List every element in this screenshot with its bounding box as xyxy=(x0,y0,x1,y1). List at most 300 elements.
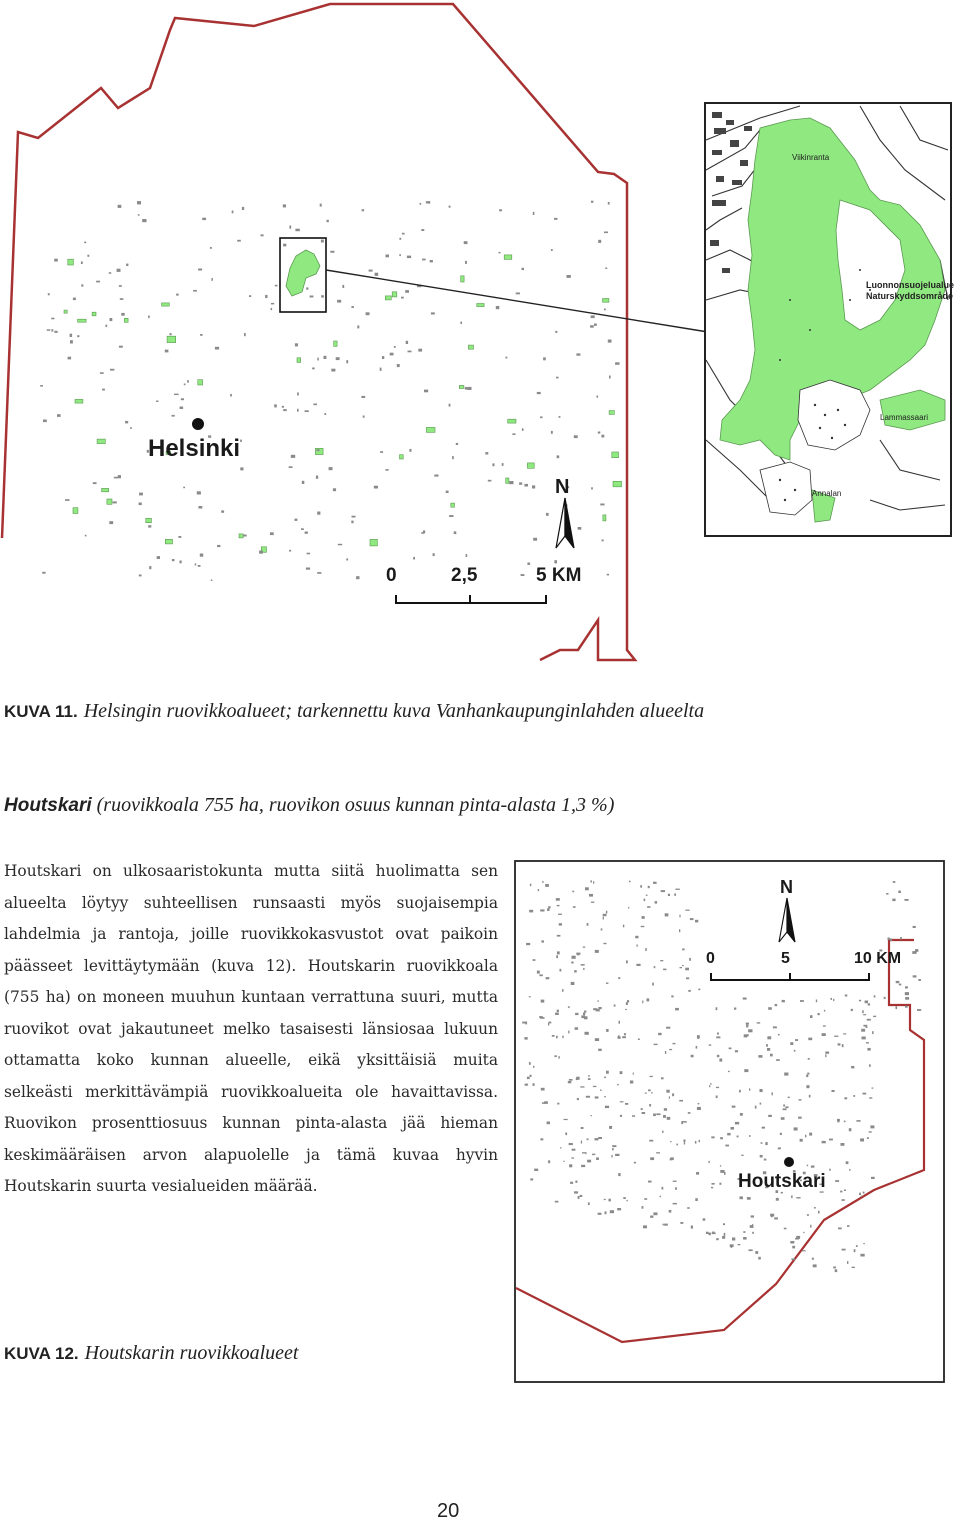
reed-mark xyxy=(541,1000,545,1003)
reed-mark xyxy=(556,955,558,958)
reed-mark xyxy=(783,1105,785,1107)
reed-mark xyxy=(798,1117,802,1119)
reed-mark xyxy=(618,1173,620,1176)
reed-mark xyxy=(825,1054,826,1057)
reed-mark xyxy=(604,1077,606,1079)
reed-mark xyxy=(124,318,128,322)
reed-mark xyxy=(835,1180,839,1182)
reed-mark xyxy=(102,488,109,491)
reed-mark xyxy=(198,269,202,271)
reed-mark xyxy=(896,981,900,983)
reed-mark xyxy=(496,306,500,309)
reed-mark xyxy=(743,998,747,1000)
reed-mark xyxy=(68,357,72,360)
reed-mark xyxy=(557,905,560,906)
reed-mark xyxy=(913,926,916,928)
reed-mark xyxy=(527,463,534,468)
reed-mark xyxy=(648,886,650,888)
reed-mark xyxy=(529,910,533,913)
reed-mark xyxy=(683,1121,687,1123)
reed-mark xyxy=(334,341,337,346)
reed-mark xyxy=(710,1083,711,1085)
reed-mark xyxy=(625,1009,627,1010)
reed-mark xyxy=(107,499,112,504)
reed-mark xyxy=(232,211,234,214)
reed-mark xyxy=(768,1115,772,1117)
reed-mark xyxy=(172,415,175,417)
reed-mark xyxy=(829,1139,833,1141)
reed-mark xyxy=(586,1096,590,1098)
reed-mark xyxy=(608,202,610,205)
reed-mark xyxy=(110,369,114,371)
reed-mark xyxy=(606,1071,609,1074)
reed-mark xyxy=(661,1077,664,1079)
reed-mark xyxy=(557,935,561,937)
reed-mark xyxy=(356,576,359,579)
reed-mark xyxy=(551,431,553,434)
reed-mark xyxy=(810,1015,813,1018)
reed-mark xyxy=(509,481,513,484)
reed-mark xyxy=(119,346,123,348)
reed-mark xyxy=(874,995,876,997)
reed-mark xyxy=(688,990,691,992)
reed-mark xyxy=(904,899,908,901)
reed-mark xyxy=(575,1013,578,1015)
reed-mark xyxy=(418,349,422,352)
reed-mark xyxy=(165,350,169,353)
reed-mark xyxy=(198,380,203,385)
reed-mark xyxy=(270,532,274,535)
reed-mark xyxy=(582,1152,585,1153)
reed-mark xyxy=(446,491,449,493)
reed-mark xyxy=(320,204,322,207)
reed-mark xyxy=(576,953,580,955)
reed-mark xyxy=(420,203,422,205)
reed-mark xyxy=(669,1096,670,1098)
reed-mark xyxy=(361,396,365,398)
reed-mark xyxy=(843,1033,846,1034)
reed-mark xyxy=(465,261,467,264)
reed-mark xyxy=(816,1000,817,1003)
reed-mark xyxy=(426,427,435,432)
reed-mark xyxy=(845,995,848,997)
reed-mark xyxy=(767,1048,770,1051)
reed-mark xyxy=(620,1115,622,1117)
reed-mark xyxy=(324,356,327,359)
reed-mark xyxy=(533,212,535,215)
reed-mark xyxy=(554,1055,556,1057)
caption-12-label: KUVA 12. xyxy=(4,1344,79,1363)
reed-mark xyxy=(120,298,124,300)
reed-mark xyxy=(589,894,593,897)
reed-mark xyxy=(562,989,563,992)
reed-mark xyxy=(847,1225,850,1227)
scale-12-label-5: 5 xyxy=(781,950,790,967)
reed-mark xyxy=(593,1086,597,1087)
reed-mark xyxy=(641,1108,643,1110)
reed-mark xyxy=(791,1258,795,1260)
reed-mark xyxy=(522,428,524,431)
reed-mark xyxy=(784,1073,788,1076)
reed-mark xyxy=(525,1022,527,1025)
reed-mark xyxy=(687,1207,690,1209)
reed-mark xyxy=(822,1141,826,1143)
reed-mark xyxy=(623,925,624,928)
reed-mark xyxy=(680,1222,683,1224)
reed-mark xyxy=(118,475,121,478)
reed-mark xyxy=(771,1215,773,1218)
reed-mark xyxy=(605,1211,607,1214)
reed-mark xyxy=(673,1043,676,1044)
reed-mark xyxy=(211,278,213,281)
reed-mark xyxy=(527,1077,530,1079)
reed-mark xyxy=(568,1031,569,1034)
reed-mark xyxy=(506,357,508,359)
houtskari-label: Houtskari xyxy=(738,1171,826,1192)
reed-mark xyxy=(583,968,584,970)
reed-mark xyxy=(485,452,488,454)
reed-mark xyxy=(552,1035,555,1037)
reed-mark xyxy=(610,1210,614,1213)
reed-mark xyxy=(310,296,314,298)
reed-mark xyxy=(632,1115,635,1117)
scale-label-0: 0 xyxy=(386,565,397,586)
reed-mark xyxy=(477,304,484,307)
reed-mark xyxy=(775,1004,778,1006)
reed-mark xyxy=(661,890,665,892)
reed-mark xyxy=(869,1131,872,1132)
reed-mark xyxy=(833,999,834,1001)
reed-mark xyxy=(744,1034,748,1037)
reed-mark xyxy=(838,1228,842,1230)
reed-mark xyxy=(746,1025,748,1028)
reed-mark xyxy=(818,1013,820,1015)
reed-mark xyxy=(139,493,143,496)
reed-mark xyxy=(636,964,640,966)
caption-12-text: Houtskarin ruovikkoalueet xyxy=(84,1342,299,1364)
reed-mark xyxy=(593,1008,597,1010)
reed-mark xyxy=(422,259,426,261)
reed-mark xyxy=(572,891,574,893)
reed-mark xyxy=(221,510,224,512)
reed-mark xyxy=(271,308,273,310)
reed-mark xyxy=(770,1054,773,1057)
reed-mark xyxy=(662,1187,664,1190)
reed-mark xyxy=(576,1078,578,1080)
reed-mark xyxy=(790,1042,793,1045)
reed-mark xyxy=(146,518,152,522)
reed-mark xyxy=(512,433,515,435)
reed-mark xyxy=(581,1165,585,1167)
reed-mark xyxy=(321,240,324,243)
reed-mark xyxy=(696,1046,698,1049)
reed-mark xyxy=(198,565,201,567)
reed-mark xyxy=(735,1050,738,1052)
inset-label-naturskyddsomrade: Naturskyddsområde xyxy=(866,291,954,301)
page-number: 20 xyxy=(437,1500,460,1522)
reed-mark xyxy=(732,1238,735,1241)
reed-mark xyxy=(623,1197,626,1199)
reed-mark xyxy=(555,1013,559,1015)
reed-mark xyxy=(613,481,622,487)
reed-mark xyxy=(675,889,679,890)
reed-mark xyxy=(100,372,104,374)
scale-12-label-10km: 10 KM xyxy=(854,950,902,967)
reed-mark xyxy=(609,376,611,379)
reed-mark xyxy=(305,410,309,412)
reed-mark xyxy=(84,242,86,244)
reed-mark xyxy=(546,977,550,979)
reed-mark xyxy=(676,1144,678,1146)
reed-mark xyxy=(548,1023,549,1026)
reed-mark xyxy=(807,1165,808,1167)
reed-mark xyxy=(842,1249,846,1251)
reed-mark xyxy=(806,1085,809,1088)
reed-mark xyxy=(655,901,658,904)
reed-mark xyxy=(690,918,694,920)
reed-mark xyxy=(557,455,560,458)
reed-mark xyxy=(554,560,557,563)
reed-mark xyxy=(758,1055,762,1058)
reed-mark xyxy=(618,977,620,979)
reed-mark xyxy=(181,398,184,400)
reed-mark xyxy=(664,1108,667,1111)
reed-mark xyxy=(178,536,181,538)
reed-mark xyxy=(725,1145,729,1147)
reed-mark xyxy=(626,960,628,963)
reed-mark xyxy=(243,535,247,537)
reed-mark xyxy=(282,406,284,408)
reed-mark xyxy=(386,255,390,258)
reed-mark xyxy=(918,979,921,981)
reed-mark xyxy=(421,532,423,534)
reed-mark xyxy=(593,881,594,884)
reed-mark xyxy=(217,545,220,547)
reed-mark xyxy=(504,255,512,260)
reed-mark xyxy=(451,503,455,507)
reed-mark xyxy=(695,1198,698,1201)
reed-mark xyxy=(197,491,201,494)
reed-mark xyxy=(556,1036,558,1039)
reed-mark xyxy=(588,1075,590,1076)
reed-mark xyxy=(651,1092,653,1093)
reed-mark xyxy=(743,1231,745,1233)
reed-mark xyxy=(305,532,308,534)
reed-mark xyxy=(167,336,176,342)
reed-mark xyxy=(644,899,646,902)
reed-mark xyxy=(598,1213,602,1215)
reed-mark xyxy=(740,1113,743,1116)
reed-mark xyxy=(612,452,619,458)
reed-mark xyxy=(673,1203,677,1205)
reed-mark xyxy=(542,1102,545,1104)
reed-mark xyxy=(605,268,607,270)
reed-mark xyxy=(752,1232,754,1234)
reed-mark xyxy=(609,1126,612,1129)
reed-mark xyxy=(697,1035,700,1038)
reed-mark xyxy=(807,1214,809,1216)
reed-mark xyxy=(307,553,311,555)
reed-mark xyxy=(670,1141,671,1142)
scale-bar xyxy=(396,595,546,604)
reed-mark xyxy=(698,1103,700,1104)
reed-mark xyxy=(330,251,334,253)
reed-mark xyxy=(755,1106,757,1109)
reed-mark xyxy=(240,467,243,470)
reed-mark xyxy=(312,368,315,370)
reed-mark xyxy=(413,557,415,560)
reed-mark xyxy=(716,1238,719,1240)
reed-mark xyxy=(382,356,384,359)
reed-mark xyxy=(574,1191,578,1193)
reed-mark xyxy=(405,290,409,293)
reed-dots xyxy=(40,201,619,581)
reed-mark xyxy=(642,916,645,919)
reed-mark xyxy=(740,1196,743,1199)
reed-areas xyxy=(64,255,622,552)
reed-mark xyxy=(540,1017,544,1019)
reed-mark xyxy=(620,1071,623,1074)
reed-mark xyxy=(634,1162,636,1164)
reed-mark xyxy=(663,1224,664,1226)
reed-mark xyxy=(818,1211,820,1214)
reed-mark xyxy=(370,539,377,546)
reed-mark xyxy=(738,1244,741,1245)
reed-mark xyxy=(697,1107,701,1110)
reed-mark xyxy=(712,1183,715,1185)
reed-mark xyxy=(329,467,333,470)
reed-mark xyxy=(679,929,680,932)
reed-mark xyxy=(892,899,895,902)
reed-mark xyxy=(402,233,405,235)
reed-mark xyxy=(522,268,525,270)
reed-mark xyxy=(274,404,277,407)
reed-mark xyxy=(822,1033,826,1036)
reed-mark xyxy=(685,968,689,971)
reed-mark xyxy=(77,335,79,337)
reed-mark xyxy=(808,1038,812,1041)
reed-mark xyxy=(587,923,589,926)
reed-mark xyxy=(271,303,274,305)
reed-mark xyxy=(301,528,304,530)
reed-mark xyxy=(796,1236,800,1239)
reed-mark xyxy=(537,392,541,394)
reed-mark xyxy=(603,914,607,916)
reed-mark xyxy=(709,1085,710,1087)
reed-mark xyxy=(644,1198,647,1200)
reed-mark xyxy=(110,318,113,321)
reed-mark xyxy=(595,1038,599,1041)
reed-mark xyxy=(506,478,509,483)
reed-mark xyxy=(597,396,599,398)
reed-mark xyxy=(618,1036,621,1039)
reed-mark xyxy=(863,1025,867,1027)
north-arrow-icon xyxy=(556,498,574,548)
reed-mark xyxy=(547,908,549,911)
reed-mark xyxy=(546,513,549,516)
reed-mark xyxy=(195,563,197,565)
reed-mark xyxy=(431,312,435,314)
reed-mark xyxy=(337,300,341,303)
reed-mark xyxy=(409,449,411,452)
reed-mark xyxy=(165,539,172,544)
reed-mark xyxy=(809,1133,812,1136)
scale-label-2-5: 2,5 xyxy=(451,565,478,586)
reed-mark xyxy=(289,550,291,552)
reed-mark xyxy=(649,1140,653,1142)
reed-mark xyxy=(548,1160,550,1163)
municipal-boundary xyxy=(2,4,635,660)
reed-mark xyxy=(604,1199,606,1200)
reed-mark xyxy=(609,411,614,415)
reed-mark xyxy=(637,944,638,946)
reed-mark xyxy=(884,997,886,999)
reed-mark xyxy=(720,1170,724,1173)
reed-mark xyxy=(560,1147,561,1148)
reed-mark xyxy=(660,1196,661,1198)
reed-mark xyxy=(556,898,560,901)
reed-mark xyxy=(788,1097,790,1099)
reed-mark xyxy=(653,882,657,884)
reed-mark xyxy=(543,357,546,360)
reed-mark xyxy=(551,249,553,251)
reed-mark xyxy=(663,1115,666,1118)
reed-mark xyxy=(399,254,401,256)
reed-mark xyxy=(734,1008,736,1010)
reed-mark xyxy=(691,1055,694,1058)
reed-mark xyxy=(606,1029,609,1032)
reed-mark xyxy=(174,394,179,396)
reed-mark xyxy=(200,334,203,336)
reed-mark xyxy=(664,1224,668,1226)
reed-mark xyxy=(499,209,502,211)
reed-mark xyxy=(900,937,902,940)
reed-mark xyxy=(679,915,680,918)
reed-mark xyxy=(261,234,264,236)
reed-mark xyxy=(242,207,244,210)
reed-mark xyxy=(375,273,379,276)
reed-mark xyxy=(606,983,609,984)
reed-mark xyxy=(142,219,146,222)
reed-mark xyxy=(590,325,594,328)
reed-mark xyxy=(390,353,394,356)
reed-mark xyxy=(823,1025,826,1026)
reed-mark xyxy=(743,1237,747,1240)
reed-mark xyxy=(791,1195,793,1198)
reed-mark xyxy=(492,463,494,466)
caption-11-text: Helsingin ruovikkoalueet; tarkennettu kuva Vanhankaupunginlahden alueelta xyxy=(83,700,705,722)
reed-mark xyxy=(737,1136,739,1138)
reed-mark xyxy=(563,1161,564,1162)
reed-mark xyxy=(527,563,530,565)
reed-mark xyxy=(42,572,45,574)
reed-mark xyxy=(81,261,83,264)
reed-mark xyxy=(853,1095,855,1097)
reed-mark xyxy=(295,343,298,346)
reed-mark xyxy=(406,341,408,344)
reed-mark xyxy=(570,1182,573,1184)
reed-mark xyxy=(598,1137,602,1139)
reed-mark xyxy=(755,1251,758,1254)
reed-mark xyxy=(790,1241,794,1244)
reed-mark xyxy=(97,439,105,444)
reed-mark xyxy=(606,911,607,914)
reed-mark xyxy=(867,1137,869,1139)
section-title: Houtskari xyxy=(4,795,92,816)
reed-mark xyxy=(117,269,121,272)
reed-mark xyxy=(51,329,53,331)
reed-mark xyxy=(800,1000,804,1002)
